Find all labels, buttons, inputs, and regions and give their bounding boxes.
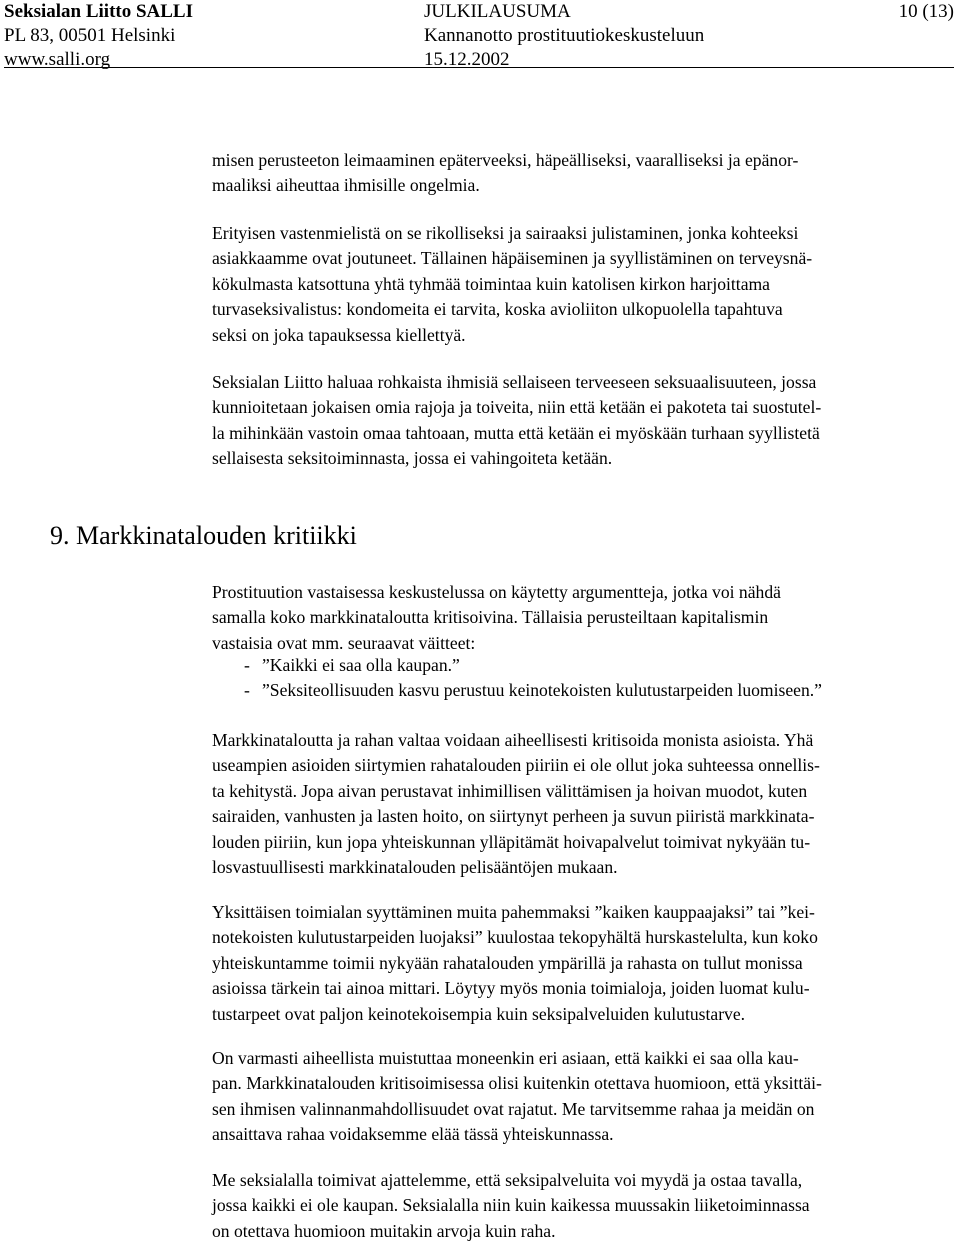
text-line: ansaittava rahaa voidaksemme elää tässä yhteiskunnassa. <box>212 1124 614 1145</box>
text-line: vastaisia ovat mm. seuraavat väitteet: <box>212 632 476 653</box>
org-address: PL 83, 00501 Helsinki <box>4 25 176 46</box>
text-line: samalla koko markkinataloutta kritisoivina. Tällaisia perusteiltaan kapitalismin <box>212 607 769 628</box>
text-line: on otettava huomioon muitakin arvoja kuin raha. <box>212 1220 556 1241</box>
text-line: Erityisen vastenmielistä on se rikolliseksi ja sairaaksi julistaminen, jonka kohteeksi <box>212 223 799 243</box>
page-number: 10 (13) <box>898 1 954 22</box>
text-line: sairaiden, vanhusten ja lasten hoito, on siirtynyt perheen ja suvun piiristä markkinata- <box>212 806 815 827</box>
text-line: ta kehitystä. Jopa aivan perustavat inhimillisen välittämisen ja hoivan muodot, kuten <box>212 780 808 801</box>
paragraph <box>212 221 958 348</box>
text-line: la mihinkään vastoin omaa tahtoaan, mutta että ketään ei myöskään turhaan syyllistetä <box>212 422 820 443</box>
text-line: turvaseksivalistus: kondomeita ei tarvita, koska avioliiton ulkopuolella tapahtuva <box>212 299 783 320</box>
list-item: ”Kaikki ei saa olla kaupan.” <box>262 655 460 675</box>
text-line: Me seksialalla toimivat ajattelemme, että seksipalveluita voi myydä ja ostaa tavalla, <box>212 1170 803 1190</box>
text-line: louden piiriin, kun jopa yhteiskunnan ylläpitämät hoivapalvelut toimivat nykyään tu- <box>212 831 811 852</box>
section-intro <box>212 580 958 656</box>
header-rule <box>4 67 954 68</box>
text-line: asiakkaamme ovat joutuneet. Tällainen häpäiseminen ja syyllistäminen on terveysnä- <box>212 248 813 269</box>
list-item: ”Seksiteollisuuden kasvu perustuu keinotekoisten kulutustarpeiden luomiseen.” <box>262 680 822 700</box>
section-heading: 9. Markkinatalouden kritiikki <box>50 521 357 550</box>
text-line: maaliksi aiheuttaa ihmisille ongelmia. <box>212 175 480 196</box>
text-line: Prostituution vastaisessa keskustelussa on käytetty argumentteja, jotka voi nähdä <box>212 582 781 602</box>
text-line: pan. Markkinatalouden kritisoimisessa olisi kuitenkin otettava huomioon, että yksittäi- <box>212 1073 822 1094</box>
text-line: asioissa tärkein tai ainoa mittari. Löytyy myös monia toimialoja, joiden luomat kulu- <box>212 978 810 999</box>
list-dash: - <box>244 655 250 675</box>
text-line: seksi on joka tapauksessa kiellettyä. <box>212 324 466 345</box>
page-header <box>4 0 956 70</box>
text-line: yhteiskuntamme toimii nykyään rahatalouden ympärillä ja rahasta on tullut monissa <box>212 952 803 973</box>
document-date: 15.12.2002 <box>424 49 510 70</box>
text-line: useampien asioiden siirtymien rahatalouden piiriin ei ole ollut joka suhteessa onnellis- <box>212 755 820 776</box>
org-website: www.salli.org <box>4 49 111 70</box>
paragraph <box>212 1046 958 1148</box>
text-line: kökulmasta katsottuna yhtä tyhmää toimintaa kuin katolisen kirkon harjoittama <box>212 273 770 294</box>
list-dash: - <box>244 680 250 700</box>
paragraph <box>212 728 958 880</box>
text-line: misen perusteeton leimaaminen epäterveeksi, häpeälliseksi, vaaralliseksi ja epänor- <box>212 150 799 170</box>
text-line: kunnioitetaan jokaisen omia rajoja ja toiveita, niin että ketään ei pakoteta tai suostutel- <box>212 397 822 418</box>
text-line: losvastuullisesti markkinatalouden pelisääntöjen mukaan. <box>212 857 618 878</box>
paragraph <box>212 370 958 472</box>
org-name: Seksialan Liitto SALLI <box>4 1 193 22</box>
document-subject: Kannanotto prostituutiokeskusteluun <box>424 25 705 46</box>
paragraph <box>212 1168 958 1244</box>
text-line: jossa kaikki ei ole kaupan. Seksialalla niin kuin kaikessa muussakin liiketoiminnassa <box>212 1195 810 1216</box>
paragraph <box>212 900 958 1027</box>
text-line: On varmasti aiheellista muistuttaa moneenkin eri asiaan, että kaikki ei saa olla kau- <box>212 1048 799 1068</box>
text-line: notekoisten kulutustarpeiden luojaksi” kuulostaa tekopyhältä hurskastelulta, kun koko <box>212 927 818 948</box>
paragraph <box>212 148 958 199</box>
text-line: sen ihmisen valinnanmahdollisuudet ovat rajatut. Me tarvitsemme rahaa ja meidän on <box>212 1098 815 1119</box>
text-line: Seksialan Liitto haluaa rohkaista ihmisiä sellaiseen terveeseen seksuaalisuuteen, jossa <box>212 372 817 392</box>
text-line: Yksittäisen toimialan syyttäminen muita pahemmaksi ”kaiken kauppaajaksi” tai ”kei- <box>212 902 815 922</box>
document-type: JULKILAUSUMA <box>424 1 571 22</box>
text-line: Markkinataloutta ja rahan valtaa voidaan aiheellisesti kritisoida monista asioista. Yhä <box>212 730 814 750</box>
text-line: tustarpeet ovat paljon keinotekoisempia kuin seksipalveluiden kulutustarve. <box>212 1003 746 1024</box>
text-line: sellaisesta seksitoiminnasta, jossa ei vahingoiteta ketään. <box>212 448 613 469</box>
